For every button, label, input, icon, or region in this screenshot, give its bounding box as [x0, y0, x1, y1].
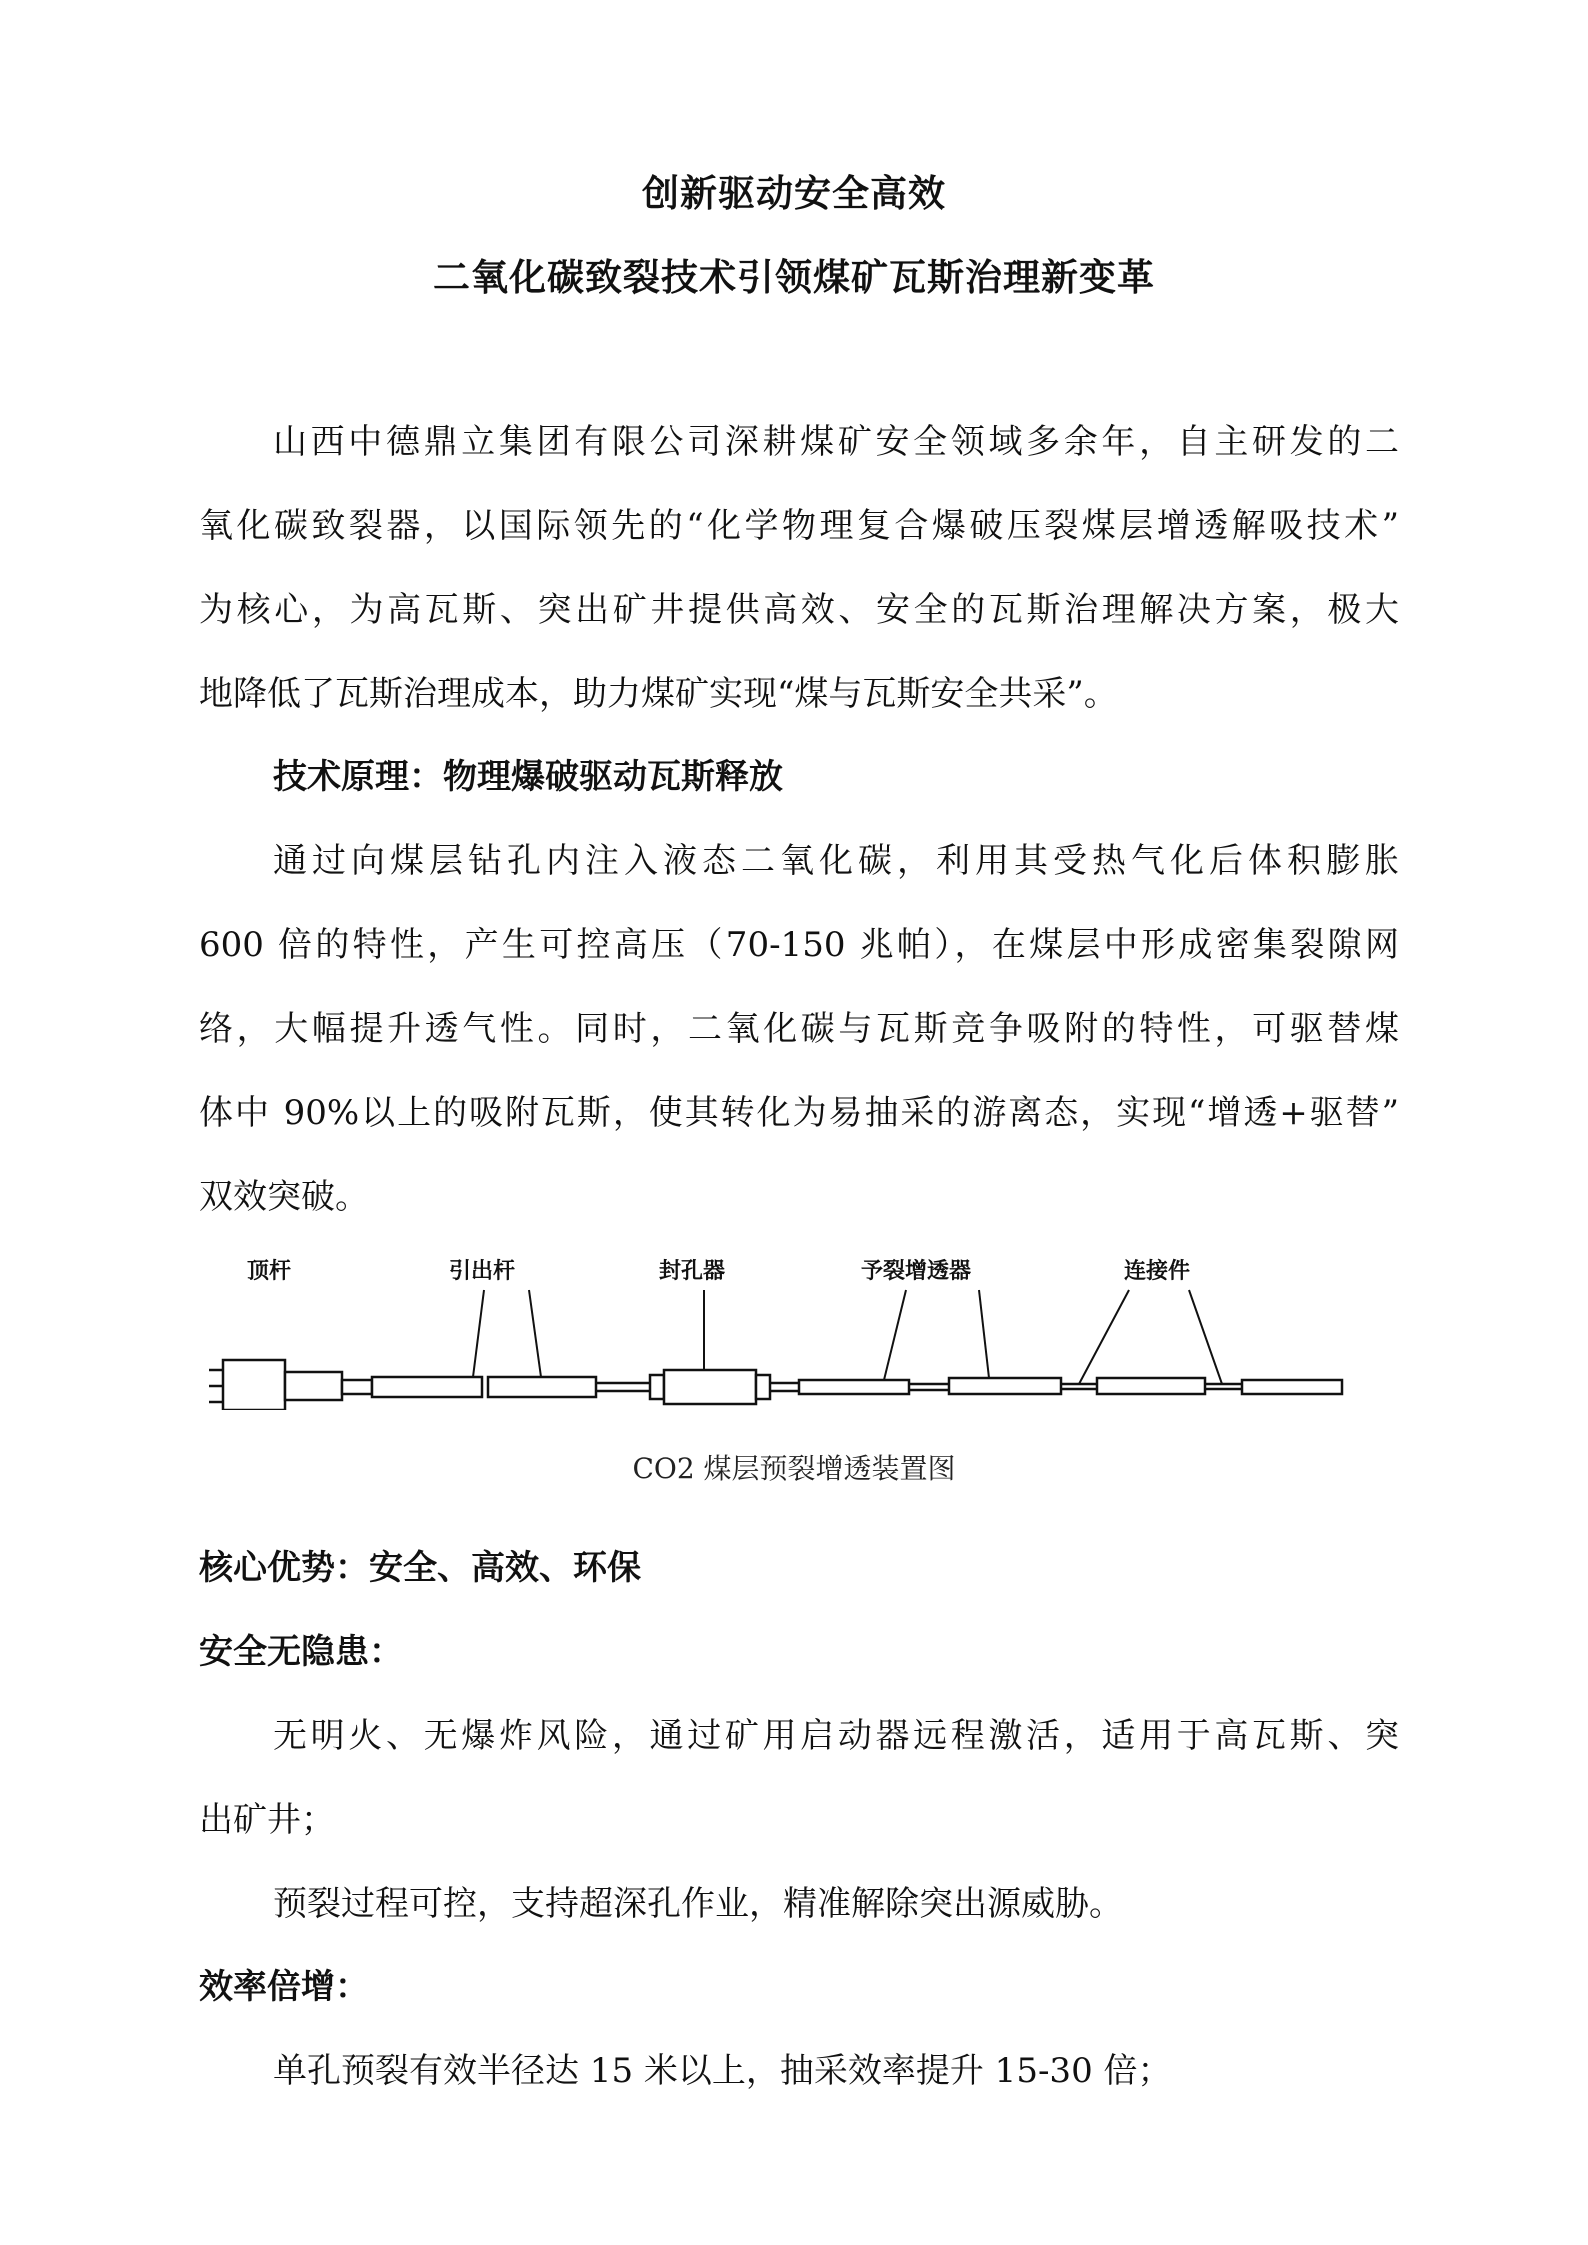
diagram-caption: CO2 煤层预裂增透装置图 — [632, 1452, 956, 1485]
label-lead-rod: 引出杆 — [449, 1259, 516, 1284]
safety-line-1: 无明火、无爆炸风险，通过矿用启动器远程激活，适用于高瓦斯、突 — [273, 1716, 1399, 1756]
principle-line-5: 双效突破。 — [199, 1177, 369, 1217]
pre-crack-tube-2 — [949, 1378, 1061, 1394]
principle-line-4: 体中 90%以上的吸附瓦斯，使其转化为易抽采的游离态，实现“增透+驱替” — [199, 1093, 1399, 1133]
pre-crack-tube-1 — [799, 1380, 909, 1394]
intro-line-1: 山西中德鼎立集团有限公司深耕煤矿安全领域多余年，自主研发的二 — [273, 422, 1399, 462]
intro-line-2: 氧化碳致裂器，以国际领先的“化学物理复合爆破压裂煤层增透解吸技术” — [199, 506, 1399, 546]
principle-heading: 技术原理：物理爆破驱动瓦斯释放 — [273, 757, 783, 797]
top-rod-part — [223, 1360, 285, 1410]
principle-line-3: 络，大幅提升透气性。同时，二氧化碳与瓦斯竞争吸附的特性，可驱替煤 — [199, 1009, 1399, 1049]
page-title-line2: 二氧化碳致裂技术引领煤矿瓦斯治理新变革 — [433, 255, 1155, 299]
sealer-part — [664, 1370, 756, 1404]
advantages-heading: 核心优势：安全、高效、环保 — [199, 1548, 641, 1588]
efficiency-heading: 效率倍增： — [199, 1967, 369, 2007]
lead-rod-2 — [488, 1377, 596, 1397]
safety-line-2: 出矿井； — [199, 1800, 335, 1840]
label-pre-crack: 予裂增透器 — [861, 1259, 972, 1284]
efficiency-line-1: 单孔预裂有效半径达 15 米以上，抽采效率提升 15-30 倍； — [273, 2051, 1172, 2091]
co2-device-diagram — [199, 1250, 1359, 1410]
connector-tube — [1097, 1378, 1205, 1394]
lead-rod-1 — [372, 1377, 482, 1397]
label-connector: 连接件 — [1124, 1259, 1191, 1284]
page-title-line1: 创新驱动安全高效 — [642, 171, 946, 215]
label-sealer: 封孔器 — [659, 1259, 726, 1284]
safety-line-3: 预裂过程可控，支持超深孔作业，精准解除突出源威胁。 — [273, 1884, 1123, 1924]
safety-heading: 安全无隐患： — [199, 1632, 403, 1672]
principle-line-2: 600 倍的特性，产生可控高压（70-150 兆帕），在煤层中形成密集裂隙网 — [199, 925, 1399, 965]
intro-line-3: 为核心，为高瓦斯、突出矿井提供高效、安全的瓦斯治理解决方案，极大 — [199, 590, 1399, 630]
intro-line-4: 地降低了瓦斯治理成本，助力煤矿实现“煤与瓦斯安全共采”。 — [199, 674, 1118, 714]
end-tube — [1242, 1380, 1342, 1394]
principle-line-1: 通过向煤层钻孔内注入液态二氧化碳，利用其受热气化后体积膨胀 — [273, 841, 1399, 881]
label-top-rod: 顶杆 — [247, 1259, 292, 1284]
